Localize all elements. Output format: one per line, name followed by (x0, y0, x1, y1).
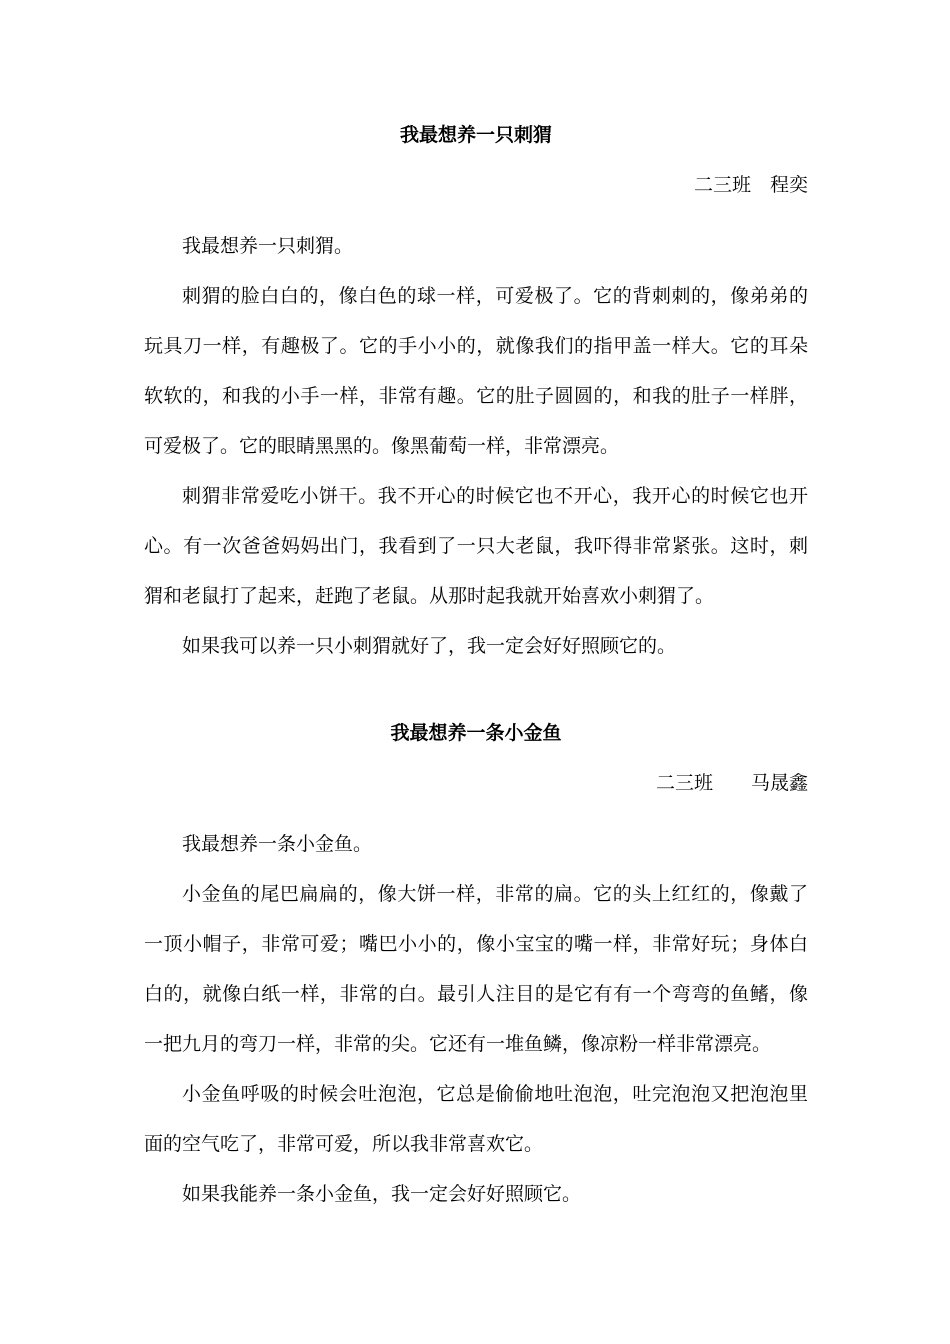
author-byline: 二三班 程奕 (693, 174, 808, 196)
paragraph: 如果我能养一条小金鱼，我一定会好好照顾它。 (182, 1183, 582, 1205)
paragraph: 如果我可以养一只小刺猬就好了，我一定会好好照顾它的。 (182, 635, 677, 657)
essay-title: 我最想养一条小金鱼 (390, 722, 562, 744)
author-byline: 二三班 马晟鑫 (655, 772, 808, 794)
paragraph: 我最想养一条小金鱼。 (182, 833, 373, 855)
paragraph: 刺猬非常爱吃小饼干。我不开心的时候它也不开心，我开心的时候它也开心。有一次爸爸妈妈出门，我看到了一只大老鼠，我吓得非常紧张。这时，刺猬和老鼠打了起来，赶跑了老鼠。从那时起我就开始喜欢小刺猬了。 (144, 485, 808, 607)
essay-goldfish (144, 718, 808, 1219)
paragraph: 小金鱼呼吸的时候会吐泡泡，它总是偷偷地吐泡泡，吐完泡泡又把泡泡里面的空气吃了，非常可爱，所以我非常喜欢它。 (144, 1083, 808, 1155)
essay-hedgehog (144, 120, 808, 671)
essay-title: 我最想养一只刺猬 (399, 124, 552, 146)
paragraph: 刺猬的脸白白的，像白色的球一样，可爱极了。它的背刺刺的，像弟弟的玩具刀一样，有趣极了。它的手小小的，就像我们的指甲盖一样大。它的耳朵软软的，和我的小手一样，非常有趣。它的肚子圆圆的，和我的肚子一样胖，可爱极了。它的眼睛黑黑的。像黑葡萄一样，非常漂亮。 (144, 285, 808, 457)
paragraph: 小金鱼的尾巴扁扁的，像大饼一样，非常的扁。它的头上红红的，像戴了一顶小帽子，非常可爱；嘴巴小小的，像小宝宝的嘴一样，非常好玩；身体白白的，就像白纸一样，非常的白。最引人注目的是它有有一个弯弯的鱼鳍，像一把九月的弯刀一样，非常的尖。它还有一堆鱼鳞，像凉粉一样非常漂亮。 (144, 883, 808, 1055)
essay-body (144, 819, 808, 1219)
paragraph: 我最想养一只刺猬。 (182, 235, 354, 257)
essay-body (144, 221, 808, 671)
